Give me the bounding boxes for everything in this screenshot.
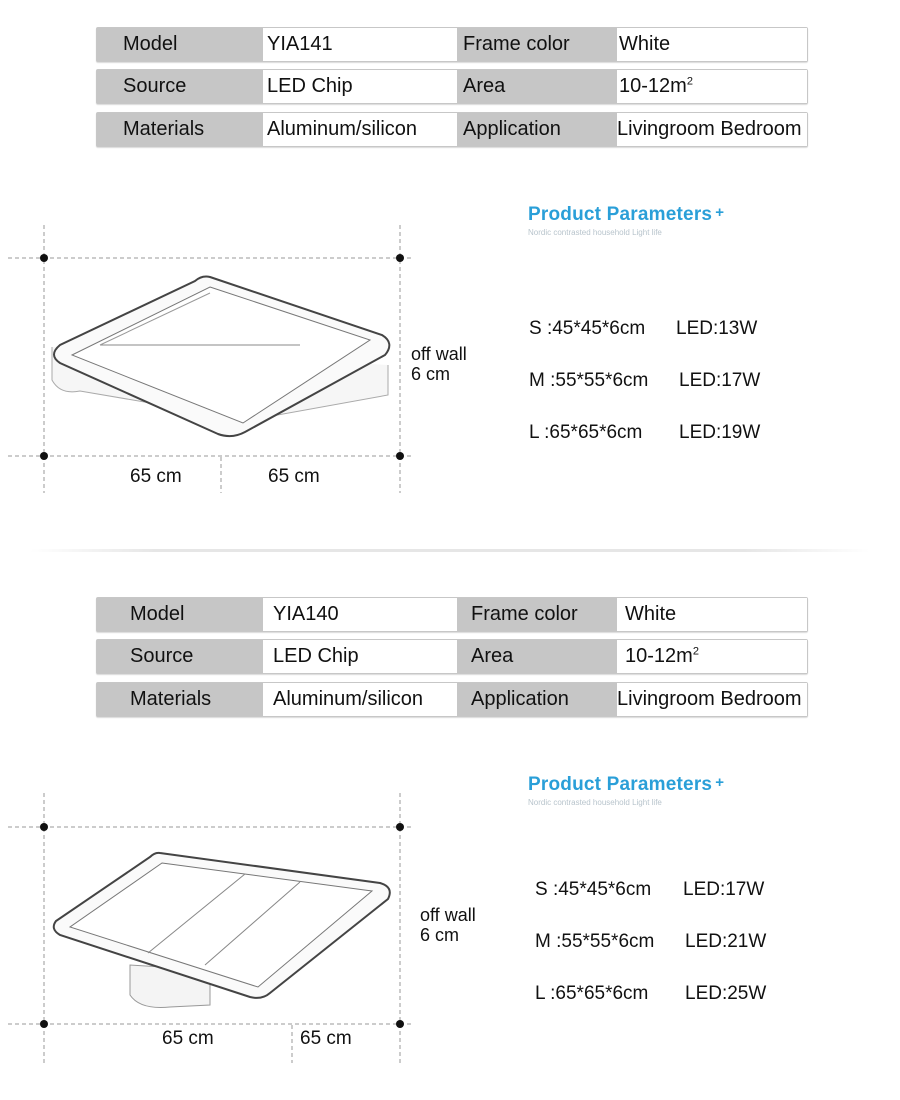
source-label: Source [97,640,263,673]
source-value: LED Chip [263,70,457,103]
frame-color-value: White [617,598,807,631]
square-lamp-illustration [54,853,390,1008]
param-size-l [535,983,767,1005]
model-value: YIA140 [263,598,457,631]
param-size-s [535,879,765,901]
materials-label: Materials [97,113,263,146]
model-label: Model [97,598,263,631]
spec-row-materials [96,112,808,147]
spec-row-model [96,597,808,632]
area-value-text: 10-12m [619,75,687,97]
off-wall-label: off wall [411,344,467,364]
materials-value: Aluminum/silicon [263,113,457,146]
size-s-dims: S :45*45*6cm [535,879,652,900]
off-wall-distance: 6 cm [411,364,451,384]
area-label: Area [457,70,617,103]
application-label: Application [457,683,617,716]
size-l-led: LED:25W [685,983,767,1004]
width-dimension-left: 65 cm [162,1028,214,1049]
frame-color-label: Frame color [457,28,617,61]
size-m-led: LED:17W [679,370,761,391]
width-dimension-right: 65 cm [268,466,320,487]
size-s-dims: S :45*45*6cm [529,318,646,339]
application-value: Livingroom Bedroom [617,113,807,146]
product-section-yia141 [0,0,900,530]
product-parameters-title [528,774,724,796]
param-size-s [529,318,758,340]
area-value-text: 10-12m [625,645,693,667]
section-divider [30,549,870,552]
model-value: YIA141 [263,28,457,61]
materials-label: Materials [97,683,263,716]
spec-row-model [96,27,808,62]
frame-color-value: White [617,28,807,61]
params-title-text: Product Parameters [528,204,713,225]
source-label: Source [97,70,263,103]
area-value [617,640,807,673]
off-wall-note [420,905,476,945]
product-parameters-subtitle: Nordic contrasted household Light life [528,798,662,807]
off-wall-note [411,344,467,384]
width-dimension-left: 65 cm [130,466,182,487]
product-parameters-subtitle: Nordic contrasted household Light life [528,228,662,237]
product-parameters-header [528,204,724,237]
params-title-text: Product Parameters [528,774,713,795]
size-m-dims: M :55*55*6cm [535,931,655,952]
spec-row-source [96,639,808,674]
model-label: Model [97,28,263,61]
width-dimension-right: 65 cm [300,1028,352,1049]
size-l-led: LED:19W [679,422,761,443]
product-parameters-header [528,774,724,807]
source-value: LED Chip [263,640,457,673]
size-s-led: LED:13W [676,318,758,339]
size-m-dims: M :55*55*6cm [529,370,649,391]
lamp-dimension-drawing [0,765,490,1065]
size-l-dims: L :65*65*6cm [535,983,649,1004]
plus-icon: + [715,204,725,221]
area-value [617,70,807,103]
area-label: Area [457,640,617,673]
off-wall-distance: 6 cm [420,925,460,945]
size-s-led: LED:17W [683,879,765,900]
off-wall-label: off wall [420,905,476,925]
application-value: Livingroom Bedroom [617,683,807,716]
square-lamp-illustration [52,277,389,437]
size-l-dims: L :65*65*6cm [529,422,643,443]
area-superscript: 2 [686,75,693,88]
spec-row-materials [96,682,808,717]
param-size-m [529,370,761,392]
plus-icon: + [715,774,725,791]
size-m-led: LED:21W [685,931,767,952]
product-parameters-title [528,204,724,226]
product-section-yia140 [0,570,900,1100]
spec-row-source [96,69,808,104]
frame-color-label: Frame color [457,598,617,631]
materials-value: Aluminum/silicon [263,683,457,716]
area-superscript: 2 [692,645,699,658]
param-size-m [535,931,767,953]
application-label: Application [457,113,617,146]
param-size-l [529,422,761,444]
